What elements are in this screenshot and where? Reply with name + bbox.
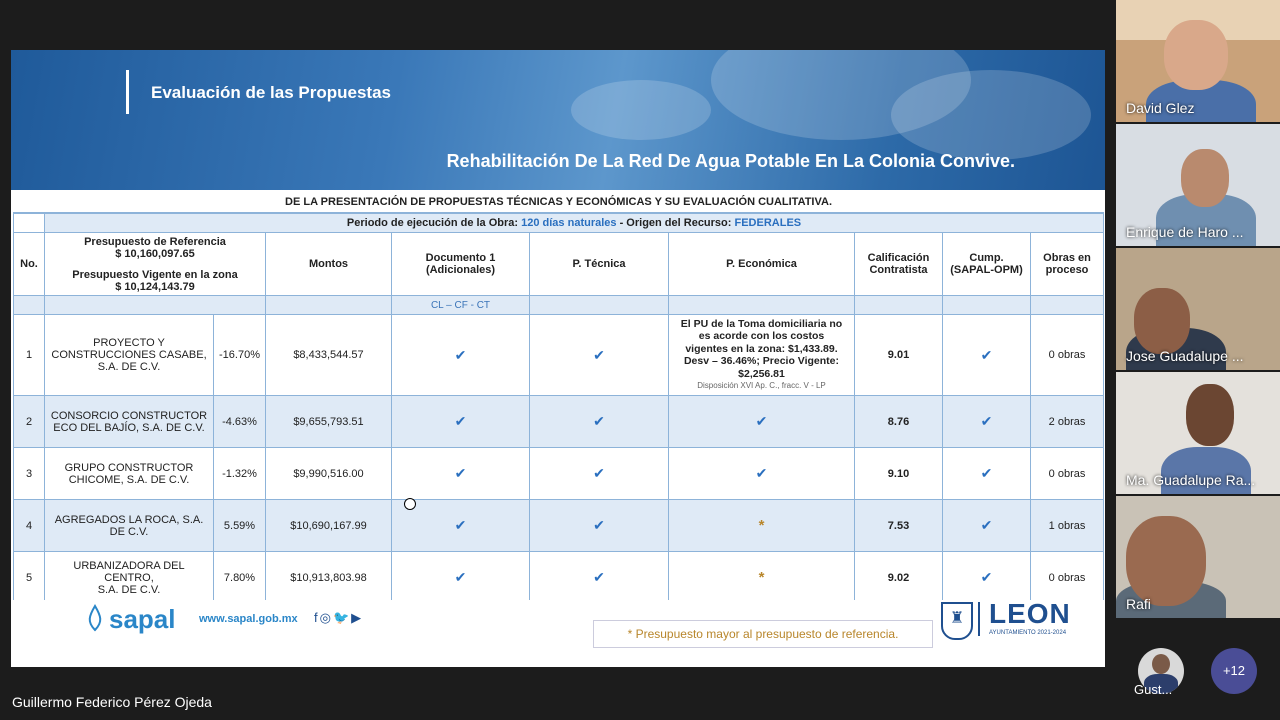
participant-tile[interactable]: Ma. Guadalupe Ra... [1116, 372, 1280, 494]
participant-name: Gust... [1134, 682, 1173, 697]
leon-logo: LEON [989, 598, 1071, 629]
check-icon: ✔ [980, 517, 993, 533]
participant-tile[interactable]: David Glez [1116, 0, 1280, 122]
slide-footer [11, 600, 1105, 667]
table-header: No. Presupuesto de Referencia $ 10,160,097.65 Presupuesto Vigente en la zona $ 10,124,143.79 Montos Documento 1 (Adicionales) P. Técnica P. Económica Calificación Contratista Cump. (SAPAL-OPM) Obras en proceso [14, 233, 1104, 296]
participant-tile[interactable]: Enrique de Haro ... [1116, 124, 1280, 246]
check-icon: ✔ [593, 346, 605, 363]
leon-shield-icon: ♜ [941, 602, 973, 640]
social-icons: f◎🐦▶ [314, 610, 364, 625]
table-row: 3 GRUPO CONSTRUCTOR CHICOME, S.A. DE C.V. -1.32% $9,990,516.00 ✔ ✔ ✔ 9.10 ✔ 0 obras [14, 448, 1104, 500]
check-icon: ✔ [980, 569, 993, 585]
table-row: 4 AGREGADOS LA ROCA, S.A. DE C.V. 5.59% $10,690,167.99 ✔ ✔ * 7.53 ✔ 1 obras [14, 500, 1104, 552]
check-icon: ✔ [755, 465, 768, 481]
subheader-cl-cf-ct: CL – CF - CT [392, 296, 530, 315]
project-title: Rehabilitación De La Red De Agua Potable En La Colonia Convive. [446, 151, 1015, 171]
check-icon: ✔ [755, 413, 768, 429]
table-row: 2 CONSORCIO CONSTRUCTOR ECO DEL BAJÍO, S.A. DE C.V. -4.63% $9,655,793.51 ✔ ✔ ✔ 8.76 ✔ 2 obras [14, 396, 1104, 448]
slide-banner [11, 50, 1105, 190]
check-icon: ✔ [593, 569, 605, 585]
check-icon: ✔ [454, 465, 467, 481]
presenter-name: Guillermo Federico Pérez Ojeda [12, 694, 212, 710]
check-icon: ✔ [454, 569, 467, 585]
participant-tile[interactable]: Rafi [1116, 496, 1280, 618]
shared-screen [11, 50, 1105, 667]
period-row: Periodo de ejecución de la Obra: 120 días naturales - Origen del Recurso: FEDERALES [45, 213, 1104, 233]
mouse-cursor-icon [404, 498, 416, 510]
check-icon: ✔ [593, 465, 605, 481]
section-title: Evaluación de las Propuestas [151, 83, 391, 102]
table-row: 1 PROYECTO Y CONSTRUCCIONES CASABE, S.A. DE C.V. -16.70% $8,433,544.57 ✔ ✔ El PU de la Toma domiciliaria no es acorde con los costos vigentes en la zona: $1,433.89. Desv – 36.46%; Precio Vigente: $2,256.81 Disposición XVI Ap. C., fracc. V - LP 9.01 ✔ 0 obras [14, 315, 1104, 396]
leon-subtitle: AYUNTAMIENTO 2021-2024 [989, 630, 1067, 636]
sapal-logo: sapal [109, 604, 176, 634]
participant-tile[interactable]: Jose Guadalupe ... [1116, 248, 1280, 370]
water-drop-icon [85, 604, 105, 634]
check-icon: ✔ [593, 413, 605, 429]
check-icon: ✔ [454, 517, 467, 533]
check-icon: ✔ [980, 413, 993, 429]
check-icon: ✔ [980, 465, 993, 481]
check-icon: ✔ [593, 517, 605, 533]
more-participants-row [1116, 620, 1280, 720]
footnote: * Presupuesto mayor al presupuesto de referencia. [593, 620, 933, 648]
check-icon: ✔ [980, 346, 993, 363]
table-caption: DE LA PRESENTACIÓN DE PROPUESTAS TÉCNICAS Y ECONÓMICAS Y SU EVALUACIÓN CUALITATIVA. [14, 192, 1104, 213]
evaluation-table [13, 192, 1104, 604]
more-participants-button[interactable]: +12 [1211, 648, 1257, 694]
star-icon: * [758, 569, 765, 586]
check-icon: ✔ [454, 346, 467, 363]
table-row: 5 URBANIZADORA DEL CENTRO, S.A. DE C.V. 7.80% $10,913,803.98 ✔ ✔ * 9.02 ✔ 0 obras [14, 552, 1104, 604]
star-icon: * [758, 517, 765, 534]
website-text: www.sapal.gob.mx [199, 613, 298, 625]
check-icon: ✔ [454, 413, 467, 429]
